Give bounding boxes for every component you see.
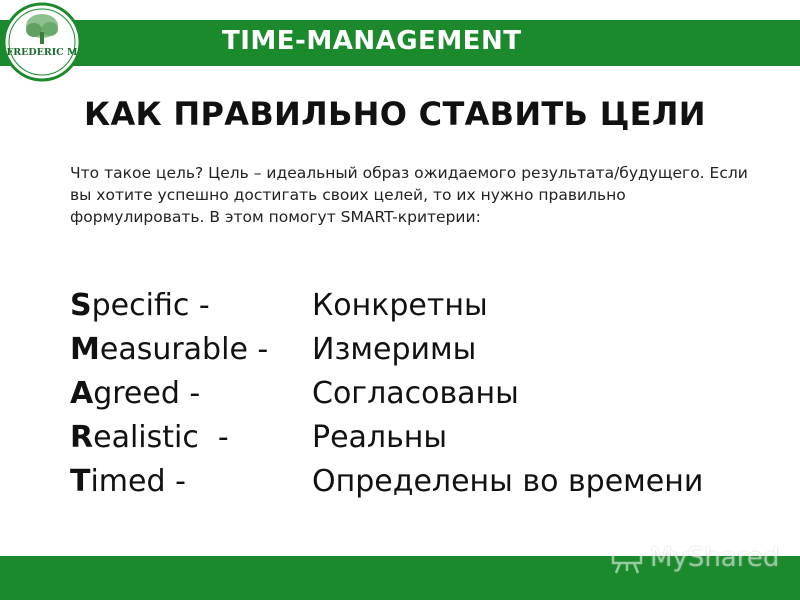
smart-meaning: Согласованы <box>312 376 519 411</box>
page-title: КАК ПРАВИЛЬНО СТАВИТЬ ЦЕЛИ <box>84 95 706 133</box>
smart-letter: S <box>70 288 92 323</box>
smart-meaning: Измеримы <box>312 332 477 367</box>
smart-meaning: Конкретны <box>312 288 488 323</box>
smart-letter: R <box>70 420 94 455</box>
smart-term <box>70 328 268 372</box>
intro-paragraph: Что такое цель? Цель – идеальный образ ожидаемого результата/будущего. Если вы хотите успешно достигать своих целей, то их нужно правильно формулировать. В этом помогут SMART-критерии: <box>70 164 748 226</box>
logo-text: FREDERIC M <box>6 47 78 58</box>
watermark <box>610 538 779 578</box>
header-title: TIME-MANAGEMENT <box>222 26 522 56</box>
smart-term <box>70 416 229 460</box>
smart-term-rest: ealistic - <box>93 420 229 455</box>
smart-term-rest: pecific - <box>91 288 210 323</box>
smart-letter: A <box>70 376 94 411</box>
watermark-text: MyShared <box>650 543 780 573</box>
smart-term <box>70 372 200 416</box>
smart-term <box>70 460 186 504</box>
presentation-board-icon <box>610 541 644 575</box>
smart-term <box>70 284 210 328</box>
tree-logo-icon <box>2 2 82 82</box>
smart-letter: M <box>70 332 100 367</box>
smart-term-rest: greed - <box>93 376 201 411</box>
smart-term-rest: easurable - <box>99 332 269 367</box>
smart-term-rest: imed - <box>90 464 186 499</box>
smart-meaning: Реальны <box>312 420 448 455</box>
smart-letter: T <box>70 464 91 499</box>
smart-meaning: Определены во времени <box>312 464 704 499</box>
